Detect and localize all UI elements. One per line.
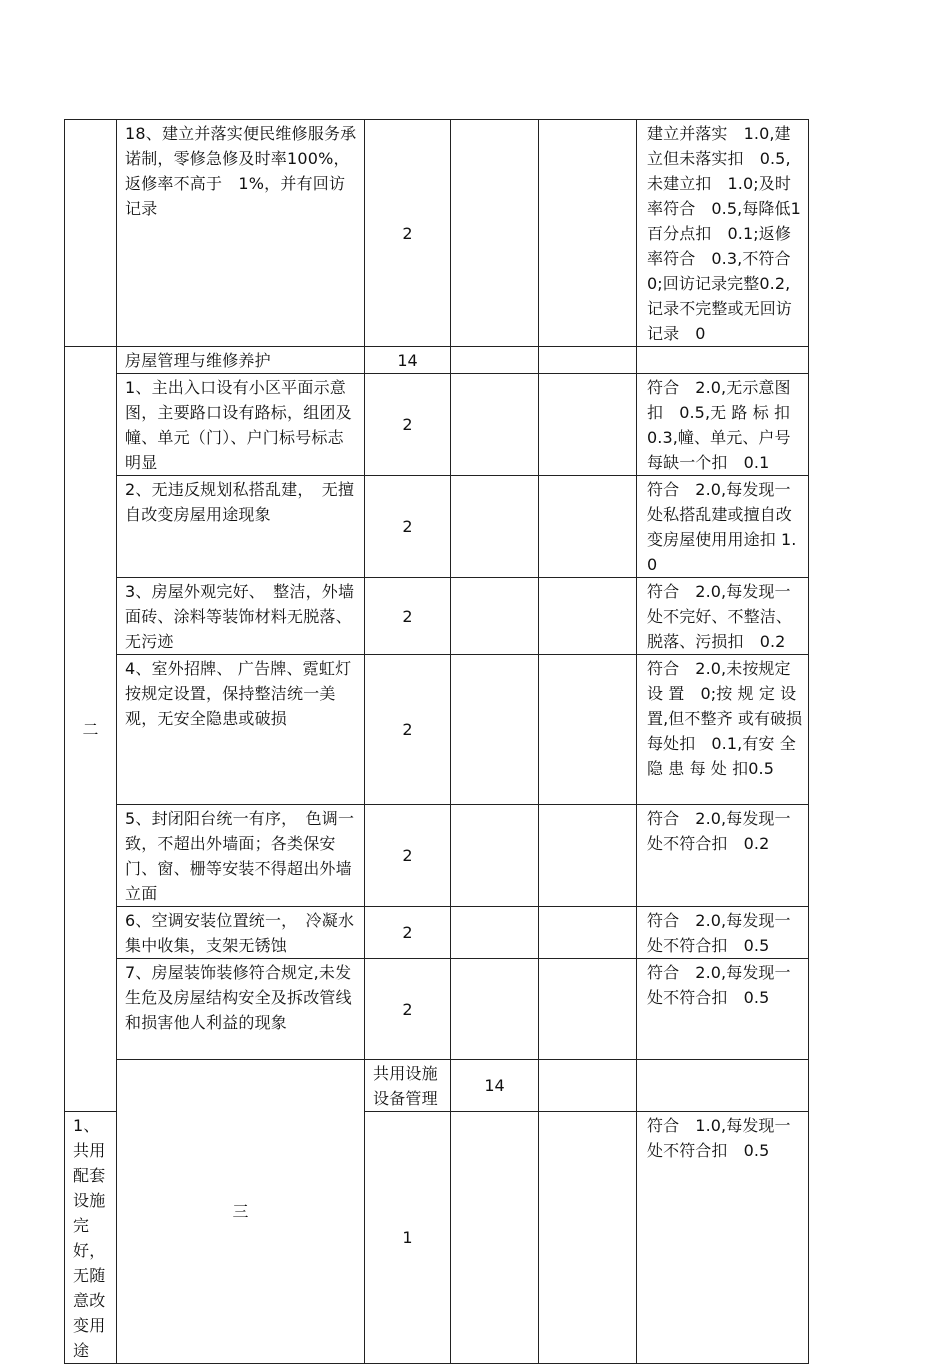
section-title: 房屋管理与维修养护: [117, 347, 365, 374]
rule-text: 符合 2.0,每发现一处不符合扣 0.5: [637, 907, 809, 959]
table-row: [65, 805, 809, 907]
evaluation-table: [64, 119, 808, 1364]
blank-cell: [451, 476, 539, 578]
blank-cell: [451, 578, 539, 655]
item-text: 1、共用配套设施完好， 无随意改变用途: [65, 1112, 117, 1364]
table-row: [65, 907, 809, 959]
blank-cell: [637, 347, 809, 374]
blank-cell: [539, 578, 637, 655]
rule-text: 符合 2.0,无示意图扣 0.5,无 路 标 扣0.3,幢、单元、户号每缺一个扣 0.1: [637, 374, 809, 476]
item-text: 7、房屋装饰装修符合规定,未发生危及房屋结构安全及拆改管线和损害他人利益的现象: [117, 959, 365, 1060]
score-cell: 2: [365, 959, 451, 1060]
item-text: 4、室外招牌、 广告牌、霓虹灯按规定设置，保持整洁统一美观，无安全隐患或破损: [117, 655, 365, 805]
blank-cell: [637, 1060, 809, 1112]
blank-cell: [451, 907, 539, 959]
score-cell: 2: [365, 476, 451, 578]
table-row: [65, 655, 809, 805]
table-row: [65, 120, 809, 347]
blank-cell: [451, 347, 539, 374]
blank-cell: [539, 374, 637, 476]
item-text: 18、建立并落实便民维修服务承诺制，零修急修及时率100%，返修率不高于 1%，并有回访记录: [117, 120, 365, 347]
rule-text: 符合 2.0,每发现一处不符合扣 0.5: [637, 959, 809, 1060]
rule-text: 符合 2.0,每发现一处不符合扣 0.2: [637, 805, 809, 907]
blank-cell: [539, 655, 637, 805]
blank-cell: [451, 374, 539, 476]
section-number: 三: [117, 1060, 365, 1364]
table-row: [65, 476, 809, 578]
score-cell: 1: [365, 1112, 451, 1364]
score-cell: 2: [365, 805, 451, 907]
item-text: 2、无违反规划私搭乱建， 无擅自改变房屋用途现象: [117, 476, 365, 578]
table-row: [65, 374, 809, 476]
section-title: 共用设施设备管理: [365, 1060, 451, 1112]
section-header-row: [65, 347, 809, 374]
rule-text: 符合 2.0,每发现一处私搭乱建或擅自改变房屋使用用途扣 1.0: [637, 476, 809, 578]
section-cell: [65, 120, 117, 347]
rule-text: 符合 1.0,每发现一处不符合扣 0.5: [637, 1112, 809, 1364]
blank-cell: [451, 959, 539, 1060]
section-score: 14: [451, 1060, 539, 1112]
item-text: 5、封闭阳台统一有序， 色调一致，不超出外墙面；各类保安门、窗、栅等安装不得超出外墙立面: [117, 805, 365, 907]
item-text: 3、房屋外观完好、 整洁，外墙面砖、涂料等装饰材料无脱落、无污迹: [117, 578, 365, 655]
rule-text: 建立并落实 1.0,建立但未落实扣 0.5,未建立扣 1.0;及时率符合 0.5,每降低1 百分点扣 0.1;返修率符合 0.3,不符合 0;回访记录完整0.2,记录不完整或无回访记录 0: [637, 120, 809, 347]
item-text: 6、空调安装位置统一， 冷凝水集中收集，支架无锈蚀: [117, 907, 365, 959]
score-cell: 2: [365, 578, 451, 655]
section-header-row: [65, 1060, 809, 1112]
rule-text: 符合 2.0,未按规定设 置 0;按 规 定 设置,但不整齐 或有破损每处扣 0.1,有安 全 隐 患 每 处 扣0.5: [637, 655, 809, 805]
blank-cell: [451, 655, 539, 805]
score-cell: 2: [365, 374, 451, 476]
table-row: [65, 959, 809, 1060]
blank-cell: [539, 907, 637, 959]
blank-cell: [451, 120, 539, 347]
section-number: 二: [65, 347, 117, 1112]
blank-cell: [539, 120, 637, 347]
score-cell: 2: [365, 907, 451, 959]
blank-cell: [539, 1112, 637, 1364]
blank-cell: [539, 476, 637, 578]
table-row: [65, 578, 809, 655]
blank-cell: [451, 805, 539, 907]
blank-cell: [539, 959, 637, 1060]
score-cell: 2: [365, 655, 451, 805]
blank-cell: [539, 1060, 637, 1112]
rule-text: 符合 2.0,每发现一处不完好、不整洁、脱落、污损扣 0.2: [637, 578, 809, 655]
score-cell: 2: [365, 120, 451, 347]
item-text: 1、主出入口设有小区平面示意图，主要路口设有路标，组团及幢、单元（门）、户门标号标志明显: [117, 374, 365, 476]
blank-cell: [539, 805, 637, 907]
section-score: 14: [365, 347, 451, 374]
blank-cell: [539, 347, 637, 374]
blank-cell: [451, 1112, 539, 1364]
